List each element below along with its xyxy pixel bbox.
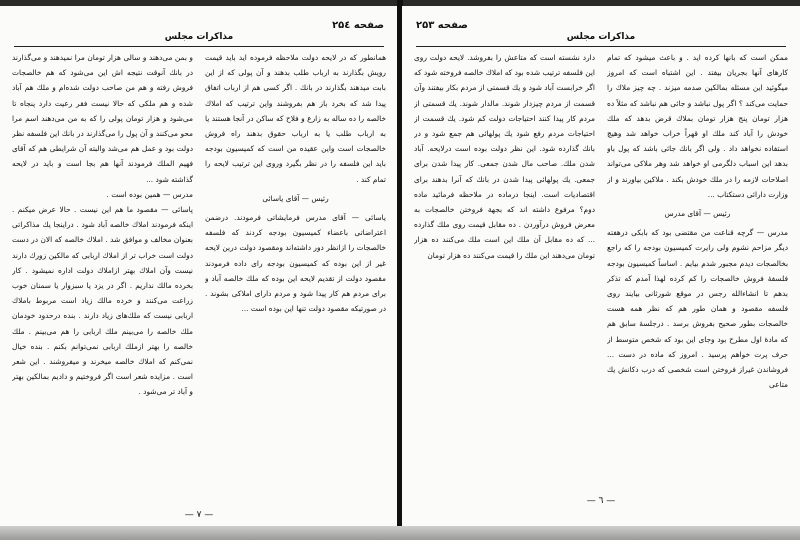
- paragraph: دارد نشسته است که متاعش را بفروشد. لایحه دولت روی این فلسفه ترتیب شده بود که املاك خالصه فروخته شود که اگر خرابست آباد شود و یك قسمتی از مردم بکار بیفتند وآن قسمت از مردم چیزدار شوند. مالدار شوند. یك قسمتی از مردم کار پیدا کنند احتیاجات دولت کم شود. یك قسمت از احتیاجات مردم رفع شود یك پولهائی هم جمع شود و در بانك گذارده شود. این نظر دولت بوده است درلایحه. آباد شدن ملك. صاحب مال شدن جمعی. کار پیدا شدن برای جمعی. یك پولهائی پیدا شدن در بانك که آنرا بدهند برای اقتصادیات است. اینجا درماده در ملاحظه فرمائید ماده دوم؟ مرفوع داشته اند که بجهة فروختن خالصجات به معرض فروش درآوردن . ده مقابل قیمت روی ملك گذارده ... که ده مقابل آن ملك این است ملك می‌کنند ده هزار تومان می‌دهند این ملك را قیمت می‌کنند ده هزار تومان: [414, 53, 595, 260]
- page-header: [416, 18, 786, 48]
- column-left: [414, 50, 595, 496]
- folio-number: — ٦ —: [586, 496, 616, 506]
- running-title: مذاکرات مجلس: [164, 32, 234, 42]
- paragraph: ممکن است که بانها کرده اید . و باعث میشود که تمام کارهای آنها بجریان بیفتد . این اشتباه است که امروز میگوئید این مسئله بمالکین صدمه میزند . چه چیز ملاك را حمایت می‌کند ؟ اگر پول نباشد و جائی هم نباشد که مثلاً ده هزار تومان پنج هزار تومان بملاك قرض بدهد که ملك خودش را آباد کند ملك او قهراً خراب خواهد شد وهیچ استفاده نخواهد داد . ولی اگر بانك جائی باشد که پول باو بدهد این اسباب دلگرمی او خواهد شد وهر ملاکی می‌تواند اصلاحات لازمه را در ملك خودش بکند . ملاکین بیاورند و از وزارت دارائی دستکتاب ...: [607, 53, 788, 199]
- header-rule: [14, 46, 384, 47]
- column-left: [12, 50, 193, 496]
- right-page: [402, 6, 800, 526]
- paragraph: همانطور که در لایحه دولت ملاحظه فرموده اید باید قیمت رویش بگذارند به ارباب طلب بدهند و آن پولی که از این بابت میدهند بگذارند در بانك . اگر کسی هم از ارباب اتفاق پیدا شد که بخرد باز هم بفروشند واین ترتیب که املاك خالصه را ده ساله به زارع و فلاح که ساکن در آنجا هستند یا به ارباب طلب یا به ارباب حقوق بدهند راه فروش خالصجات است واین عقیده من است که کمیسیون بودجه باید این فلسفه را در نظر بگیرد وروی این ترتیب لایحه را تمام کند .: [205, 53, 386, 184]
- text-columns: [12, 50, 386, 496]
- page-header: [14, 18, 384, 48]
- running-title: مذاکرات مجلس: [566, 32, 636, 42]
- paragraph: پاسائی — مقصود ما هم این نیست . حالا عرض میکنم . اینکه فرمودند املاك خالصه آباد شود . دراینجا یك مذاکراتی بعنوان مخالف و موافق شد . املاك خالصه که الان در دست دولت است خراب تر از املاك اربابی که مالکین زورك دارند نیست وآن املاك بهتر ازاملاك دولت اداره نمیشود . کار بخرده مالك نداریم . اگر در یزد یا سبزوار یا سمنان خوب زراعت می‌کنند و خرده مالك زیاد است مربوط باملاك اربابی نیست که ملك‌های زیاد دارند . بنده درحدود خودمان ملك خالصه را می‌بینم ملك اربابی را هم می‌بینم . ملك خالصه را بهتر ازملك اربابی نمی‌توانم بکنم . بنده خیال نمی‌کنم که املاك خالصه میخرند و میفروشند . این شعر است . مزایده شعر است اگر فروختیم و دادیم بمالکین بهتر و آباد تر می‌شود .: [12, 205, 193, 397]
- speaker-heading: رئیس — آقای مدرس: [664, 209, 731, 219]
- paragraph: مدرس — گرچه قناعت من مقتضی بود که بابکی درهفته دیگر مزاحم نشوم ولی رایرت کمیسیون بودجه را که راجع بخالصجات دیدم مجبور شدم بیایم . اساساً کمیسیون بودجه فلسفهٔ فروش خالصجات را کم کرده لهذا آمدم که تذکر بدهم تا انشاءالله رجس در موقع شورثانی بیایند روی فلسفه مقصود و همان طور هم که نظر همه هست خالصجات بطور صحیح بفروش برسد . درجلسهٔ سابق هم که مادهٔ اول مطرح بود وجای این بود که شخص متوسط از حرف پرت خواهم پرسید . امروز که ماده در دست ... فروشاندن غیراز فروختن است شخصی که درب دکانش یك متاعی: [607, 228, 788, 390]
- speaker-heading: رئیس — آقای یاسائی: [262, 193, 329, 203]
- column-right: [607, 50, 788, 496]
- scan-bottom-edge: [0, 526, 800, 540]
- paragraph: یاسائی — آقای مدرس فرمایشاتی فرمودند. درضمن اعتراضاتی باعضاء کمیسیون بودجه کردند که فلسفه خالصجات را ازانظر دور داشته‌اند ومقصود دولت درین لایحه غیر از این بوده که کمیسیون بودجه رای داده فرمودند مقصود دولت از تقدیم لایحه این بوده که ملك خالصه آباد و برای مردم هم کار پیدا شود و مردم دارای املاکی بشوند . در صورتیکه مقصود دولت تنها این بوده است ...: [205, 213, 386, 314]
- page-number-label: صفحه ۲۵٤: [332, 20, 384, 31]
- page-number-label: صفحه ۲۵۳: [416, 20, 468, 31]
- text-columns: [414, 50, 788, 496]
- column-right: [205, 50, 386, 496]
- folio-number: — ۷ —: [184, 510, 214, 520]
- paragraph: و بمن می‌دهند و سالی هزار تومان مرا نمیدهند و می‌گذارند در بانك آنوقت نتیجه اش این می‌شود که هم خالصجات فروش رفته و هم من صاحب دولت شده‌ام و ملك هم آباد شده و هم ملکی که حالا نیست فقر رعیت دارد پنجاه تا می‌شود و هزار تومان پولی را که به من می‌دهند اسم مرا محو می‌کنند و آن پول را می‌گذارند در بانك این فلسفه نظر دولت بود و عمل هم می‌شد والبته آن شرایطی هم که آقای فهیم الملك فرمودند آنها هم بجا است و باید در لایحه گذاشته شود ...: [12, 53, 193, 184]
- header-rule: [416, 46, 786, 47]
- paragraph: مدرس — همین بوده است .: [106, 189, 193, 199]
- left-page: [0, 6, 398, 526]
